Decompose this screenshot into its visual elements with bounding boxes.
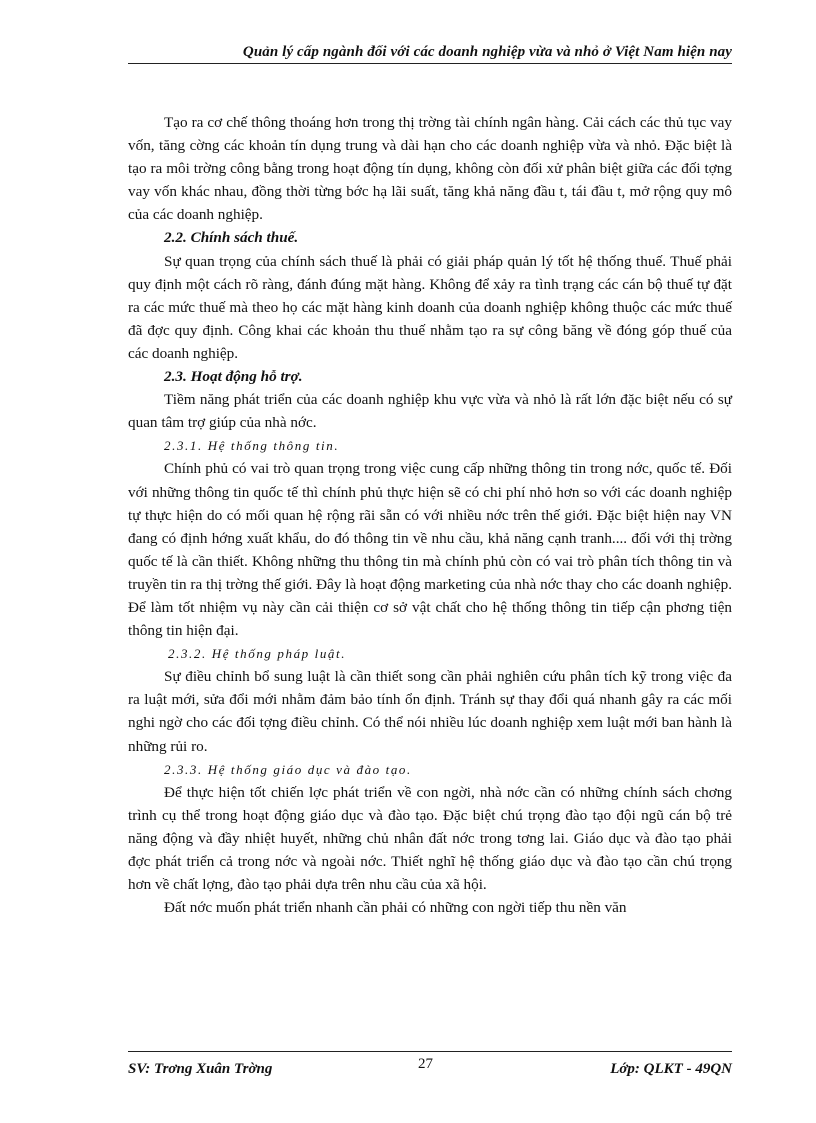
page-footer <box>128 1051 732 1080</box>
paragraph: Sự quan trọng của chính sách thuế là phải có giải pháp quản lý tốt hệ thống thuế. Thuế phải quy định một cách rõ ràng, đánh đúng mặt hàng. Không để xảy ra tình trạng các cán bộ thuế tự đặt ra các mức thuế mà theo họ các mặt hàng kinh doanh của doanh nghiệp không thuộc các mức thuế đã đợc quy định. Công khai các khoản thu thuế nhằm tạo ra sự công băng về đóng góp thuế của các doanh nghiệp. <box>128 252 732 362</box>
subsection-heading-2-3-3: 2.3.3. Hệ thống giáo dục và đào tạo. <box>164 761 412 777</box>
subsection-heading-2-3-2: 2.3.2. Hệ thống pháp luật. <box>168 646 347 662</box>
footer-student-name: SV: Trơng Xuân Trờng <box>128 1061 273 1077</box>
paragraph: Tạo ra cơ chế thông thoáng hơn trong thị trờng tài chính ngân hàng. Cải cách các thủ tục vay vốn, tăng cờng các khoản tín dụng trung và dài hạn cho các doanh nghiệp vừa và nhỏ. Đặc biệt là tạo ra môi trờng công bằng trong hoạt động tín dụng, không còn đối xử phân biệt giữa các đối tợng vay vốn khác nhau, đồng thời từng bớc hạ lãi suất, tăng khả năng đầu t, tái đầu t, mở rộng quy mô của các doanh nghiệp. <box>128 114 732 224</box>
paragraph: Đất nớc muốn phát triển nhanh cần phải có những con ngời tiếp thu nền văn <box>164 899 627 917</box>
paragraph: Sự điều chỉnh bổ sung luật là cần thiết song cần phải nghiên cứu phân tích kỹ trong việc đa ra luật mới, sửa đổi mới nhằm đảm bảo tính ổn định. Tránh sự thay đổi quá nhanh gây ra các mối nghi ngờ cho các đối tợng điều chỉnh. Có thể nói nhiều lúc doanh nghiệp xem luật mới ban hành là những rủi ro. <box>128 668 732 755</box>
subsection-heading-2-3-1: 2.3.1. Hệ thống thông tin. <box>164 438 340 454</box>
section-heading-2-2: 2.2. Chính sách thuế. <box>164 229 299 247</box>
document-body <box>128 111 732 919</box>
header-title: Quản lý cấp ngành đối với các doanh nghiệp vừa và nhỏ ở Việt Nam hiện nay <box>242 44 732 60</box>
footer-class-label: Lớp: QLKT - 49QN <box>610 1061 732 1077</box>
section-heading-2-3: 2.3. Hoạt động hỗ trợ. <box>164 368 303 386</box>
paragraph: Chính phủ có vai trò quan trọng trong việc cung cấp những thông tin trong nớc, quốc tế. Đối với những thông tin quốc tế thì chính phủ thực hiện sẽ có chi phí nhỏ hơn so với các doanh nghiệp tự thực hiện do có mối quan hệ rộng rãi sẵn có với nhiều nớc trên thế giới. Đặc biệt hiện nay VN đang có định hớng xuất khẩu, do đó thông tin về nhu cầu, khả năng cạnh tranh.... đối với thị trờng quốc tế là cần thiết. Không những thu thông tin mà chính phủ còn có vai trò phân tích thông tin và truyền tin ra thị trờng thế giới. Đây là hoạt động marketing của nhà nớc thay cho các doanh nghiệp. Để làm tốt nhiệm vụ này cần cải thiện cơ sở vật chất cho hệ thống thông tin tiếp cận phơng tiện thông tin hiện đại. <box>128 460 732 640</box>
page-header <box>128 44 732 64</box>
paragraph: Tiềm năng phát triển của các doanh nghiệp khu vực vừa và nhỏ là rất lớn đặc biệt nếu có sự quan tâm trợ giúp của nhà nớc. <box>128 391 732 432</box>
paragraph: Để thực hiện tốt chiến lợc phát triển về con ngời, nhà nớc cần có những chính sách chơng trình cụ thể trong hoạt động giáo dục và đào tạo. Đặc biệt chú trọng đào tạo đội ngũ cán bộ trẻ năng động và đầy nhiệt huyết, những chủ nhân đất nớc trong tơng lai. Giáo dục và đào tạo phải đợc phát triển cả trong nớc và ngoài nớc. Thiết nghĩ hệ thống giáo dục và đào tạo cần chú trọng hơn về chất lợng, đào tạo phải dựa trên nhu cầu của xã hội. <box>128 783 732 894</box>
page-number: 27 <box>418 1056 433 1072</box>
